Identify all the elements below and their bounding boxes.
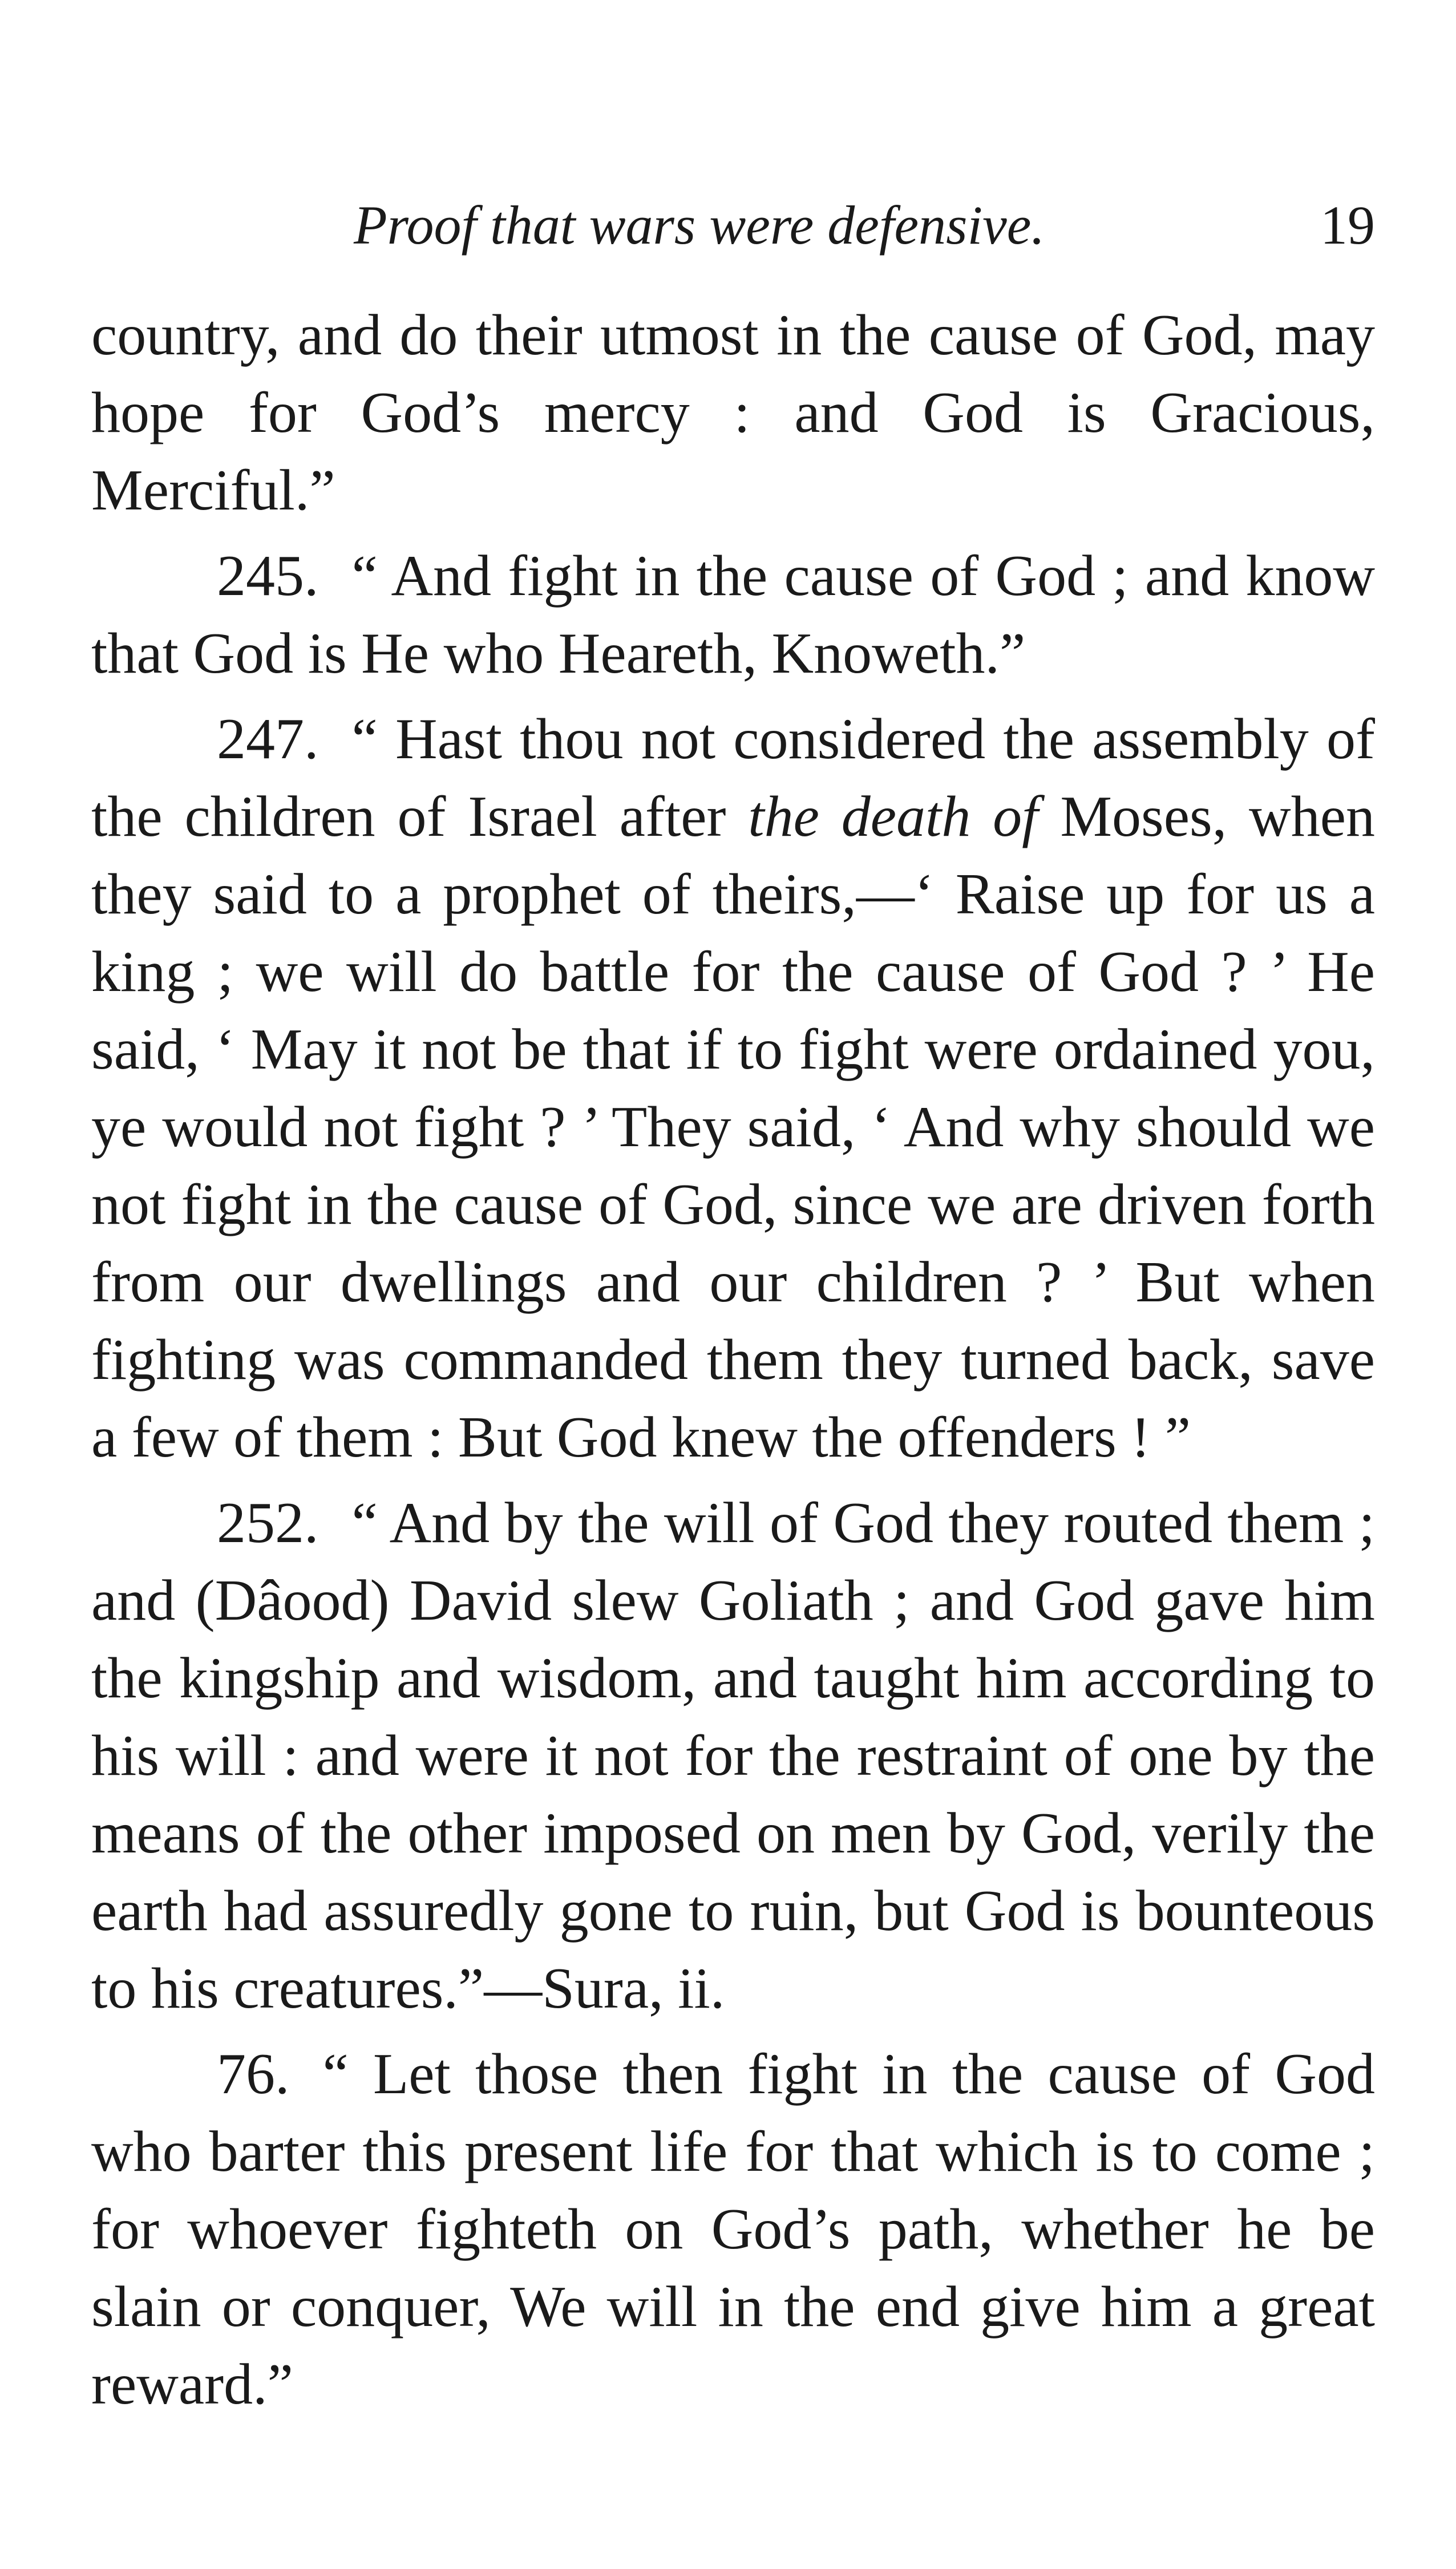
page-number: 19: [1320, 195, 1375, 256]
body-text: [91, 297, 1375, 2432]
verse-247: [91, 701, 1375, 1476]
verse-text: “ And by the will of God they routed them ; and (Dâood) David slew Goliath ; and God gave him the kingship and wisdom, and taught him according to his will : and were it not for the restraint of one by the means of the other imposed on men by God, verily the earth had assuredly gone to ruin, but God is bounteous to his creatures.”—Sura, ii.: [91, 1491, 1375, 2021]
paragraph-continuation: [91, 297, 1375, 529]
verse-252: [91, 1484, 1375, 2028]
verse-number: 245.: [217, 544, 319, 608]
running-head: [91, 188, 1375, 262]
paragraph-text: country, and do their utmost in the cause of God, may hope for God’s mercy : and God is Gracious, Merciful.”: [91, 303, 1375, 523]
running-title: Proof that wars were defensive.: [354, 195, 1045, 256]
verse-text: “ Let those then fight in the cause of God who barter this present life for that which is to come ; for whoever fighteth on God’s path, whether he be slain or conquer, We will in the end give him a great reward.”: [91, 2042, 1375, 2417]
verse-76: [91, 2036, 1375, 2424]
verse-text-start: “ Hast thou not considered the assembly of the children of Israel after: [91, 707, 1375, 849]
verse-text-end: Moses, when they said to a prophet of theirs,—‘ Raise up for us a king ; we will do battle for the cause of God ? ’ He said, ‘ May it not be that if to fight were ordained you, ye would not fight ? ’ They said, ‘ And why should we not fight in the cause of God, since we are driven forth from our dwellings and our children ? ’ But when fighting was commanded them they turned back, save a few of them : But God knew the offenders ! ”: [91, 784, 1375, 1470]
verse-italic-phrase: the death of: [748, 784, 1038, 849]
verse-number: 76.: [217, 2042, 290, 2106]
verse-number: 252.: [217, 1491, 319, 1555]
verse-number: 247.: [217, 707, 319, 771]
verse-text: “ And fight in the cause of God ; and know that God is He who Heareth, Knoweth.”: [91, 544, 1375, 686]
verse-245: [91, 537, 1375, 693]
